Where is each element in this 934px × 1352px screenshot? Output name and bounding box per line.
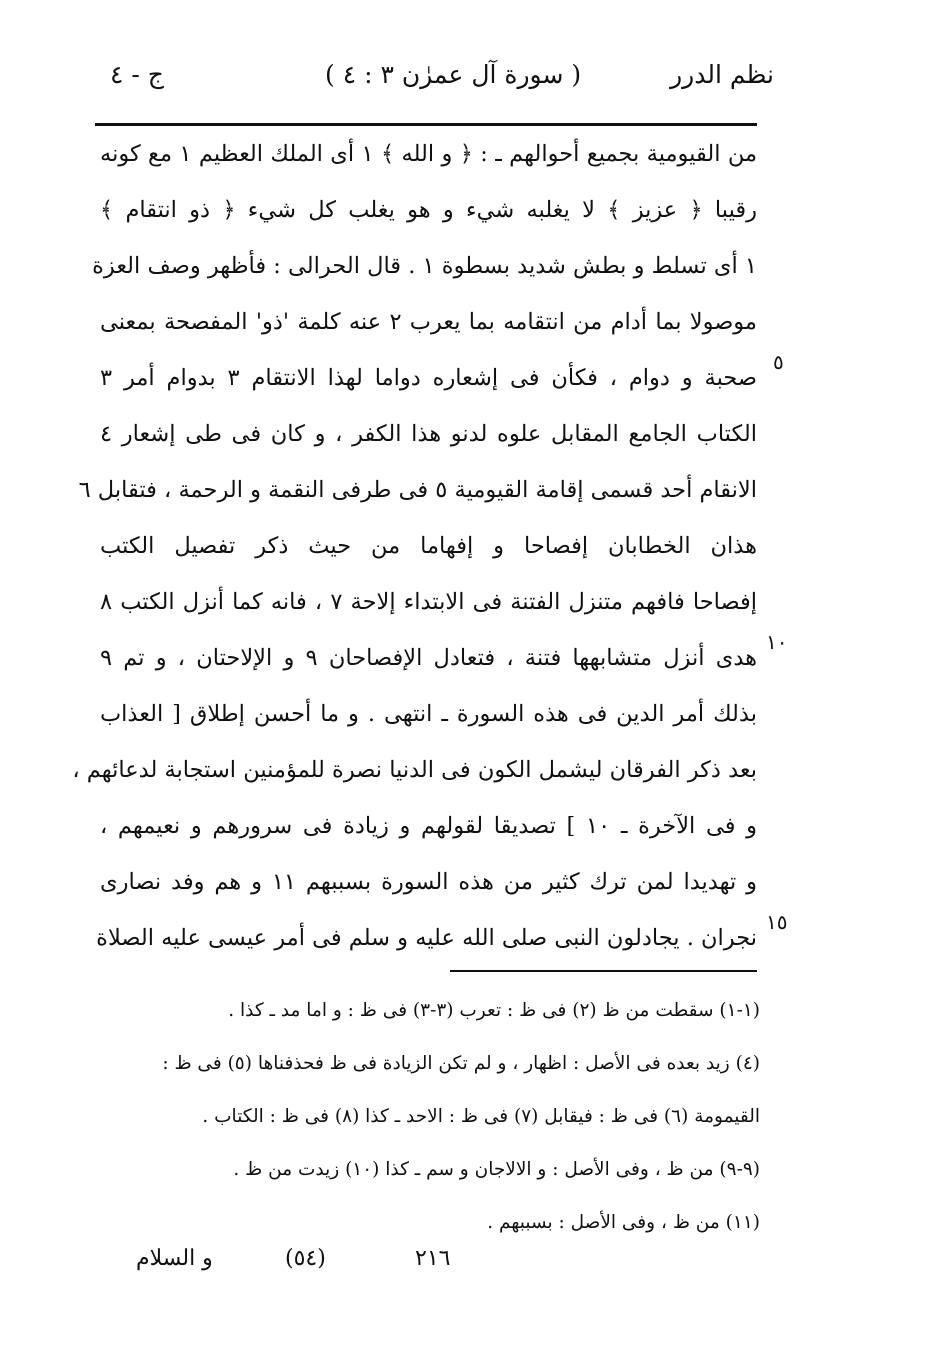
main-text <box>72 126 758 966</box>
footnote-line: (١-١) سقطت من ظ (٢) فى ظ : تعرب (٣-٣) فى ظ : و اما مد ـ كذا . <box>228 1000 760 1021</box>
text-line: الكتاب الجامع المقابل علوه لدنو هذا الكفر ، و كان فى طى إشعار ٤ <box>100 421 757 447</box>
text-line: نجران . يجادلون النبى صلى الله عليه و سلم فى أمر عيسى عليه الصلاة <box>96 925 757 951</box>
text-line: موصولا بما أدام من انتقامه بما يعرب ٢ عنه كلمة 'ذو' المفصحة بمعنى <box>100 309 757 335</box>
text-line: إفصاحا فافهم متنزل الفتنة فى الابتداء إلاحة ٧ ، فانه كما أنزل الكتب ٨ <box>100 589 757 615</box>
book-title: نظم الدرر <box>670 60 774 89</box>
text-line: و فى الآخرة ـ ١٠ ] تصديقا لقولهم و زيادة فى سرورهم و نعيمهم ، <box>100 813 757 839</box>
footnotes <box>100 984 760 1249</box>
footnote-line: (١١) من ظ ، وفى الأصل : بسببهم . <box>487 1212 760 1233</box>
running-header <box>100 60 774 104</box>
footnote-line: (٩-٩) من ظ ، وفى الأصل : و الالاجان و سم ـ كذا (١٠) زيدت من ظ . <box>233 1159 760 1180</box>
text-line: من القيومية بجميع أحوالهم ـ : ﴿ و الله ﴾ ١ أى الملك العظيم ١ مع كونه <box>100 141 757 167</box>
line-number-15: ١٥ <box>766 910 788 934</box>
page-number: ٢١٦ <box>415 1246 451 1271</box>
text-line: بعد ذكر الفرقان ليشمل الكون فى الدنيا نصرة للمؤمنين استجابة لدعائهم ، <box>72 757 757 783</box>
part-number: (٥٤) <box>285 1246 326 1271</box>
text-line: هذان الخطابان إفصاحا و إفهاما من حيث ذكر تفصيل الكتب <box>100 533 757 559</box>
text-line: الانقام أحد قسمى إقامة القيومية ٥ فى طرفى النقمة و الرحمة ، فتقابل ٦ <box>78 477 757 503</box>
text-line: بذلك أمر الدين فى هذه السورة ـ انتهى . و ما أحسن إطلاق [ العذاب <box>100 701 757 727</box>
page-footer <box>100 1246 760 1286</box>
footnote-rule <box>450 970 757 972</box>
line-number-5: ٥ <box>773 350 784 374</box>
text-line: صحبة و دوام ، فكأن فى إشعاره دواما لهذا الانتقام ٣ بدوام أمر ٣ <box>100 365 757 391</box>
text-line: ١ أى تسلط و بطش شديد بسطوة ١ . قال الحرالى : فأظهر وصف العزة <box>92 253 757 279</box>
footnote-line: (٤) زيد بعده فى الأصل : اظهار ، و لم تكن الزيادة فى ظ فحذفناها (٥) فى ظ : <box>162 1053 760 1074</box>
volume-number: ج - ٤ <box>110 60 164 89</box>
text-line: رقيبا ﴿ عزيز ﴾ لا يغلبه شيء و هو يغلب كل شيء ﴿ ذو انتقام ﴾ <box>100 197 757 223</box>
surah-reference: ( سورة آل عمرٰن ٣ : ٤ ) <box>325 60 582 89</box>
line-number-10: ١٠ <box>766 630 788 654</box>
catchword: و السلام <box>136 1246 213 1271</box>
text-line: و تهديدا لمن ترك كثير من هذه السورة بسببهم ١١ و هم وفد نصارى <box>100 869 758 895</box>
text-line: هدى أنزل متشابهها فتنة ، فتعادل الإفصاحان ٩ و الإلاحتان ، و تم ٩ <box>100 645 757 671</box>
footnote-line: القيمومة (٦) فى ظ : فيقابل (٧) فى ظ : الاحد ـ كذا (٨) فى ظ : الكتاب . <box>202 1106 760 1127</box>
